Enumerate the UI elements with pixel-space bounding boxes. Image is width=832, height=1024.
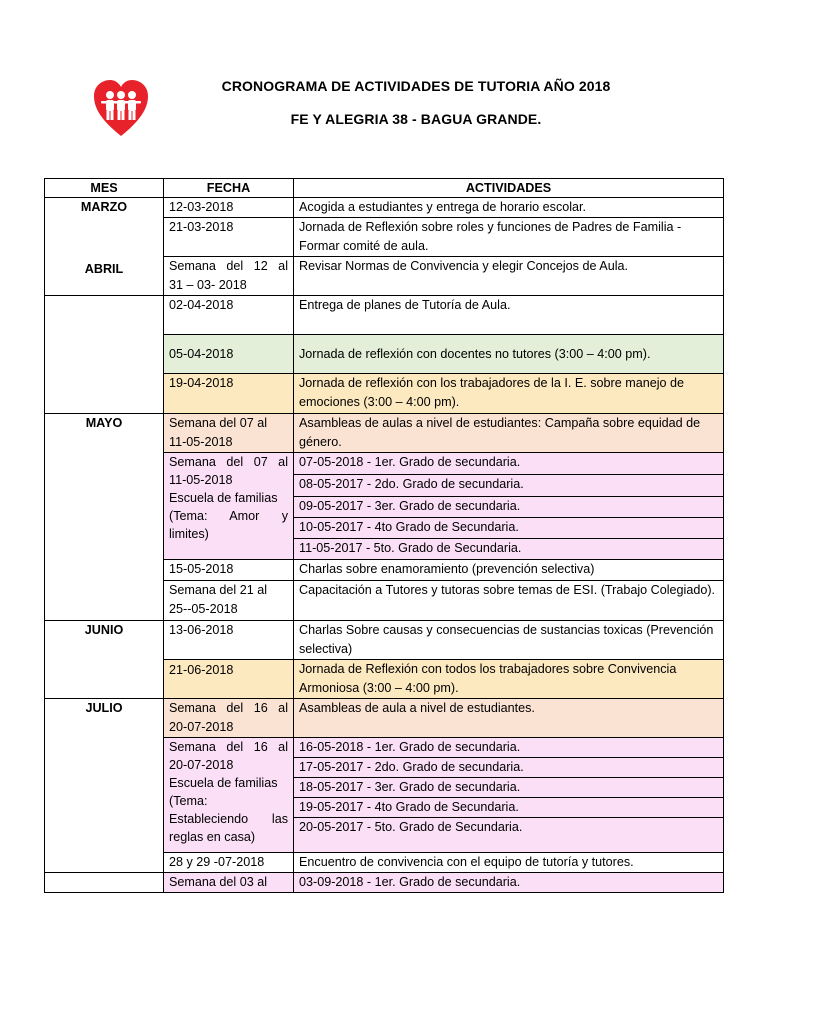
actividad-cell: 17-05-2017 - 2do. Grado de secundaria. <box>294 758 724 778</box>
document-subtitle: FE Y ALEGRIA 38 - BAGUA GRANDE. <box>290 111 542 127</box>
fecha-cell: Semana del 03 al <box>164 873 294 893</box>
table-header-row <box>45 179 724 198</box>
fecha-escuela-familias: Semana del 16 al 20-07-2018 Escuela de familias (Tema: Estableciendo las reglas en casa) <box>164 738 294 853</box>
header-mes: MES <box>45 179 164 198</box>
actividad-cell: 08-05-2017 - 2do. Grado de secundaria. <box>294 475 724 497</box>
fecha-cell: 19-04-2018 <box>164 374 294 414</box>
actividad-cell: 19-05-2017 - 4to Grado de Secundaria. <box>294 798 724 818</box>
actividad-cell: 11-05-2017 - 5to. Grado de Secundaria. <box>294 539 724 560</box>
actividad-cell: 09-05-2017 - 3er. Grado de secundaria. <box>294 497 724 518</box>
fecha-cell: Semana del 16 al 20-07-2018 <box>164 699 294 738</box>
actividad-cell: Asambleas de aulas a nivel de estudiantes: Campaña sobre equidad de género. <box>294 414 724 453</box>
actividad-cell: Revisar Normas de Convivencia y elegir Concejos de Aula. <box>294 257 724 296</box>
fecha-cell: Semana del 12 al 31 – 03- 2018 <box>164 257 294 296</box>
fecha-cell: 15-05-2018 <box>164 560 294 581</box>
table-row <box>45 699 724 738</box>
actividad-cell: 16-05-2018 - 1er. Grado de secundaria. <box>294 738 724 758</box>
actividad-cell: Jornada de Reflexión sobre roles y funciones de Padres de Familia - Formar comité de aula. <box>294 218 724 257</box>
fecha-cell: 05-04-2018 <box>164 335 294 374</box>
table-row <box>45 414 724 453</box>
actividad-cell: Charlas sobre enamoramiento (prevención selectiva) <box>294 560 724 581</box>
table-row <box>45 198 724 218</box>
fecha-cell: Semana del 21 al 25--05-2018 <box>164 581 294 621</box>
fecha-escuela-familias: Semana del 07 al 11-05-2018 Escuela de familias (Tema: Amor y limites) <box>164 453 294 560</box>
actividad-cell: Encuentro de convivencia con el equipo de tutoría y tutores. <box>294 853 724 873</box>
fecha-cell: 28 y 29 -07-2018 <box>164 853 294 873</box>
header-fecha: FECHA <box>164 179 294 198</box>
fecha-cell: Semana del 07 al 11-05-2018 <box>164 414 294 453</box>
fecha-cell: 13-06-2018 <box>164 621 294 660</box>
month-junio: JUNIO <box>45 621 164 699</box>
fecha-cell: 21-03-2018 <box>164 218 294 257</box>
document-title: CRONOGRAMA DE ACTIVIDADES DE TUTORIA AÑO 2018 <box>221 78 611 94</box>
actividad-cell: Entrega de planes de Tutoría de Aula. <box>294 296 724 335</box>
fecha-cell: 02-04-2018 <box>164 296 294 335</box>
actividad-cell: Charlas Sobre causas y consecuencias de sustancias toxicas (Prevención selectiva) <box>294 621 724 660</box>
actividad-cell: Acogida a estudiantes y entrega de horario escolar. <box>294 198 724 218</box>
header-actividades: ACTIVIDADES <box>294 179 724 198</box>
actividad-cell: Jornada de reflexión con los trabajadores de la I. E. sobre manejo de emociones (3:00 – 4:00 pm). <box>294 374 724 414</box>
month-mayo: MAYO <box>45 414 164 621</box>
actividad-cell: 03-09-2018 - 1er. Grado de secundaria. <box>294 873 724 893</box>
month-empty <box>45 873 164 893</box>
month-abril: ABRIL <box>45 296 164 414</box>
table-row <box>45 296 724 335</box>
table-row <box>45 621 724 660</box>
month-julio: JULIO <box>45 699 164 873</box>
actividad-cell: Capacitación a Tutores y tutoras sobre temas de ESI. (Trabajo Colegiado). <box>294 581 724 621</box>
month-marzo: MARZO <box>45 198 164 296</box>
actividad-cell: Jornada de Reflexión con todos los trabajadores sobre Convivencia Armoniosa (3:00 – 4:00 pm). <box>294 660 724 699</box>
actividad-cell: 20-05-2017 - 5to. Grado de Secundaria. <box>294 818 724 853</box>
fecha-cell: 21-06-2018 <box>164 660 294 699</box>
actividad-cell: Asambleas de aula a nivel de estudiantes. <box>294 699 724 738</box>
schedule-table <box>44 178 724 893</box>
fecha-cell: 12-03-2018 <box>164 198 294 218</box>
actividad-cell: 10-05-2017 - 4to Grado de Secundaria. <box>294 518 724 539</box>
table-row <box>45 873 724 893</box>
actividad-cell: 07-05-2018 - 1er. Grado de secundaria. <box>294 453 724 475</box>
actividad-cell: 18-05-2017 - 3er. Grado de secundaria. <box>294 778 724 798</box>
actividad-cell: Jornada de reflexión con docentes no tutores (3:00 – 4:00 pm). <box>294 335 724 374</box>
